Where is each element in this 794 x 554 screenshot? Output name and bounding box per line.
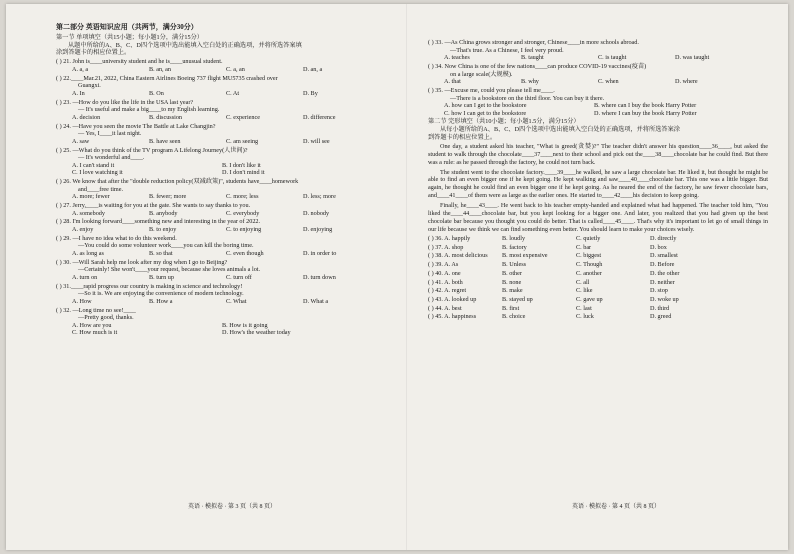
cloze-row xyxy=(428,236,768,242)
option-row xyxy=(428,55,768,61)
question-text: ( ) 32. —Long time no see!____ xyxy=(56,306,136,314)
option-row xyxy=(56,115,396,121)
option-row xyxy=(56,275,396,281)
answer-option: D. will see xyxy=(303,137,330,145)
answer-option: C. more; less xyxy=(226,193,259,201)
cloze-option: D. woke up xyxy=(650,295,679,303)
answer-option: D. What a xyxy=(303,298,329,306)
cloze-option: ( ) 45. A. happiness xyxy=(428,313,477,321)
question-text: ( ) 23. —How do you like the life in the USA last year? xyxy=(56,98,194,106)
answer-option: A. decision xyxy=(72,113,101,121)
option-row xyxy=(56,323,396,329)
cloze-row xyxy=(428,288,768,294)
answer-option: B. How is it going xyxy=(222,322,268,330)
cloze-option: C. last xyxy=(576,304,592,312)
answer-option: C. What xyxy=(226,298,247,306)
question-text: —So it is. We are enjoying the convenience of modern technology. xyxy=(78,290,244,298)
answer-option: B. discussion xyxy=(149,113,183,121)
cloze-row xyxy=(428,306,768,312)
question-text: —That's true. As a Chinese, I feel very proud. xyxy=(450,46,564,54)
exam-sheet xyxy=(6,4,788,550)
cloze-options-grid xyxy=(428,236,768,321)
question-text: — It's useful and make a big____to my English learning. xyxy=(78,106,220,114)
answer-option: D. nobody xyxy=(303,209,330,217)
cloze-row xyxy=(428,280,768,286)
cloze-option: C. like xyxy=(576,287,593,295)
answer-option: D. difference xyxy=(303,113,336,121)
cloze-option: D. the other xyxy=(650,269,680,277)
option-row xyxy=(56,227,396,233)
answer-option: A. enjoy xyxy=(72,226,94,234)
option-row xyxy=(56,251,396,257)
cloze-option: ( ) 38. A. most delicious xyxy=(428,252,488,260)
option-row xyxy=(56,170,396,176)
page-fold xyxy=(406,4,407,550)
cloze-option: C. Though xyxy=(576,261,603,269)
cloze-row xyxy=(428,297,768,303)
answer-option: C. to enjoying xyxy=(226,226,262,234)
option-row xyxy=(428,111,768,117)
cloze-option: C. another xyxy=(576,269,602,277)
answer-option: D. enjoying xyxy=(303,226,333,234)
part2-instruction-line: 从每小题所给的A、B、C、D四个选项中选出能填入空白处的正确选项，并将所选答案涂 xyxy=(440,125,680,133)
answer-option: C. is taught xyxy=(598,54,627,62)
question-text: ( ) 35. —Excuse me, could you please tell me____. xyxy=(428,86,555,94)
part2-title: 第二节 完形填空（共10小题；每小题1.5分，满分15分） xyxy=(428,118,580,126)
cloze-option: C. biggest xyxy=(576,252,602,260)
cloze-option: ( ) 41. A. both xyxy=(428,278,463,286)
answer-option: C. when xyxy=(598,78,619,86)
answer-option: B. anybody xyxy=(149,209,178,217)
question-text: ( ) 29. —I have no idea what to do this weekend. xyxy=(56,234,177,242)
passage-paragraph: The student went to the chocolate factory.____39____he walked, he saw a large chocolate bar. He liked it, but thought he might be able to find an even bigger one if he kept going. He kept walking and saw____40____chocolate bar. This one was a little bigger. But again, he thought he could find an even bigger one if he kept going. As he neared the end of the factory, he saw fewer chocolate bars, and____41____of them were as large as the earlier ones. He started to____42____his decision to keep going. xyxy=(428,168,768,200)
option-row xyxy=(56,330,396,336)
answer-option: C. how I can get to the bookstore xyxy=(444,109,527,117)
question-text: ( ) 27. Jerry,____is waiting for you at the gate. She wants to say thanks to you. xyxy=(56,202,251,210)
answer-option: A. as long as xyxy=(72,250,104,258)
cloze-option: B. none xyxy=(502,278,522,286)
answer-option: D. where I can buy the book Harry Potter xyxy=(594,109,697,117)
answer-option: D. turn down xyxy=(303,274,336,282)
answer-option: B. fewer; more xyxy=(149,193,187,201)
right-page-footer: 英语 · 模拟卷 · 第 4 页（共 8 页） xyxy=(572,504,660,510)
answer-option: A. more; fewer xyxy=(72,193,110,201)
answer-option: D. an, a xyxy=(303,65,323,73)
cloze-row xyxy=(428,253,768,259)
cloze-option: B. other xyxy=(502,269,522,277)
question-text: —Pretty good, thanks. xyxy=(78,314,134,322)
answer-option: B. why xyxy=(521,78,539,86)
right-question-list xyxy=(428,40,768,117)
question-text: ( ) 22.____Mar.21, 2022, China Eastern Airlines Boeing 737 flight MU5735 crashed over xyxy=(56,74,278,82)
cloze-option: D. Before xyxy=(650,261,675,269)
part1-instruction-line: 从题中所给的A、B、C、D四个选项中选出能填入空白处的正确选项，并将所选答案填 xyxy=(68,41,302,49)
question-text: ( ) 24. —Have you seen the movie The Battle at Lake Changjin? xyxy=(56,122,216,130)
answer-option: D. By xyxy=(303,89,318,97)
answer-option: B. to enjoy xyxy=(149,226,177,234)
answer-option: A. that xyxy=(444,78,461,86)
cloze-option: B. most expensive xyxy=(502,252,548,260)
question-text: ( ) 31.____rapid progress our country is making in science and technology! xyxy=(56,282,243,290)
answer-option: A. How xyxy=(72,298,92,306)
answer-option: A. somebody xyxy=(72,209,105,217)
cloze-option: ( ) 39. A. As xyxy=(428,261,459,269)
cloze-option: D. third xyxy=(650,304,670,312)
option-row xyxy=(56,67,396,73)
answer-option: A. teaches xyxy=(444,54,470,62)
cloze-option: B. factory xyxy=(502,243,527,251)
question-text: Guangxi. xyxy=(78,82,101,90)
question-text: ( ) 26. We know that after the "double reduction policy(双减政策)", students have____homework xyxy=(56,178,299,186)
cloze-option: ( ) 37. A. shop xyxy=(428,243,464,251)
option-row xyxy=(56,211,396,217)
left-question-list xyxy=(56,59,396,336)
question-text: and____free time. xyxy=(78,185,124,193)
answer-option: B. I don't like it xyxy=(222,161,261,169)
answer-option: D. in order to xyxy=(303,250,337,258)
question-text: ( ) 25. —What do you think of the TV program A Lifelong Journey(人世间)? xyxy=(56,146,248,154)
cloze-row xyxy=(428,262,768,268)
option-row xyxy=(56,163,396,169)
question-text: ( ) 34. Now China is one of the few nations____can produce COVID-19 vaccines(疫苗) xyxy=(428,62,647,70)
option-row xyxy=(56,139,396,145)
option-row xyxy=(56,194,396,200)
cloze-option: C. quietly xyxy=(576,235,601,243)
right-column xyxy=(428,40,768,323)
question-text: — It's wonderful and____. xyxy=(78,154,145,162)
part1-title: 第一节 单项填空（共15小题；每小题1分，满分15分） xyxy=(56,34,203,41)
answer-option: C. even though xyxy=(226,250,264,258)
answer-option: D. less; more xyxy=(303,193,336,201)
cloze-row xyxy=(428,314,768,320)
answer-option: B. an, an xyxy=(149,65,171,73)
question-text: — Yes, I____it last night. xyxy=(78,130,142,138)
answer-option: A. How are you xyxy=(72,322,112,330)
part2-instruction-line: 到答题卡的相应位置上。 xyxy=(428,133,497,141)
answer-option: D. I don't mind it xyxy=(222,169,265,177)
answer-option: C. How much is it xyxy=(72,329,118,337)
cloze-option: D. neither xyxy=(650,278,675,286)
cloze-option: ( ) 44. A. best xyxy=(428,304,462,312)
answer-option: A. how can I get to the bookstore xyxy=(444,102,527,110)
answer-option: A. saw xyxy=(72,137,90,145)
question-text: —Certainly! She won't____your request, because she loves animals a lot. xyxy=(78,266,261,274)
answer-option: A. a, a xyxy=(72,65,89,73)
question-text: ( ) 28. I'm looking forward____something new and interesting in the year of 2022. xyxy=(56,218,261,226)
cloze-option: ( ) 43. A. looked up xyxy=(428,295,477,303)
cloze-option: B. stayed up xyxy=(502,295,533,303)
cloze-passage xyxy=(428,143,768,234)
question-text: —You could do some volunteer work____you can kill the boring time. xyxy=(78,242,254,250)
left-page-footer: 英语 · 模拟卷 · 第 3 页（共 8 页） xyxy=(188,504,276,510)
cloze-option: D. directly xyxy=(650,235,677,243)
answer-option: A. In xyxy=(72,89,85,97)
answer-option: C. At xyxy=(226,89,240,97)
answer-option: B. On xyxy=(149,89,164,97)
question-text: ( ) 33. —As China grows stronger and stronger, Chinese____in more schools abroad. xyxy=(428,39,639,46)
part1-instruction-line: 涂到答题卡的相应位置上。 xyxy=(56,49,131,57)
answer-option: A. I can't stand it xyxy=(72,161,115,169)
question-text: on a large scale(大规模). xyxy=(450,70,513,78)
section-title: 第二部分 英语知识应用（共两节，满分30分） xyxy=(56,23,198,31)
cloze-option: D. box xyxy=(650,243,667,251)
passage-paragraph: One day, a student asked his teacher, "What is greed(贪婪)?" The teacher didn't answer his question____36____, but asked the student to walk through the chocolate____37____next to their school and pick out the____38____chocolate bar he could find. But there was a rule: as he passed through the factory, he could not turn back. xyxy=(428,142,768,166)
answer-option: B. taught xyxy=(521,54,544,62)
question-text: —There is a bookstore on the third floor. You can buy it there. xyxy=(450,94,605,102)
cloze-option: B. choice xyxy=(502,313,526,321)
cloze-option: ( ) 40. A. one xyxy=(428,269,461,277)
cloze-option: C. gave up xyxy=(576,295,603,303)
cloze-option: B. first xyxy=(502,304,520,312)
cloze-option: C. luck xyxy=(576,313,594,321)
option-row xyxy=(428,79,768,85)
option-row xyxy=(428,103,768,109)
question-text: ( ) 30. —Will Sarah help me look after my dog when I go to Beijing? xyxy=(56,258,228,266)
cloze-row xyxy=(428,271,768,277)
answer-option: C. am seeing xyxy=(226,137,259,145)
question-text: ( ) 21. John is____university student and he is____unusual student. xyxy=(56,58,223,66)
answer-option: B. where can I buy the book Harry Potter xyxy=(594,102,697,110)
answer-option: C. experience xyxy=(226,113,261,121)
answer-option: C. turn off xyxy=(226,274,252,282)
option-row xyxy=(56,299,396,305)
cloze-option: B. make xyxy=(502,287,523,295)
answer-option: C. everybody xyxy=(226,209,260,217)
cloze-option: B. Unless xyxy=(502,261,527,269)
answer-option: B. so that xyxy=(149,250,173,258)
answer-option: D. was taught xyxy=(675,54,710,62)
cloze-option: C. all xyxy=(576,278,590,286)
answer-option: C. I love watching it xyxy=(72,169,123,177)
cloze-option: ( ) 42. A. regret xyxy=(428,287,467,295)
cloze-option: D. greed xyxy=(650,313,672,321)
option-row xyxy=(56,91,396,97)
answer-option: D. How's the weather today xyxy=(222,329,291,337)
answer-option: B. turn up xyxy=(149,274,174,282)
cloze-row xyxy=(428,245,768,251)
answer-option: B. have seen xyxy=(149,137,181,145)
cloze-option: D. stop xyxy=(650,287,668,295)
answer-option: D. where xyxy=(675,78,698,86)
answer-option: C. a, an xyxy=(226,65,245,73)
cloze-option: D. smallest xyxy=(650,252,678,260)
passage-paragraph: Finally, he____43____. He went back to his teacher empty-handed and explained what had happened. The teacher told him, "You liked the____44____chocolate bar, but you kept looking for a bigger one. And later, you realized that you had given up the best chocolate bar because you thought you could do better. That is called____45____. That's why it's important to let go of small things in our life because we think we can find something even better. You should learn to make your choices wisely. xyxy=(428,202,768,234)
cloze-option: ( ) 36. A. happily xyxy=(428,235,471,243)
answer-option: B. How a xyxy=(149,298,173,306)
answer-option: A. turn on xyxy=(72,274,98,282)
cloze-option: B. loudly xyxy=(502,235,526,243)
cloze-option: C. bar xyxy=(576,243,592,251)
left-column xyxy=(56,24,396,339)
